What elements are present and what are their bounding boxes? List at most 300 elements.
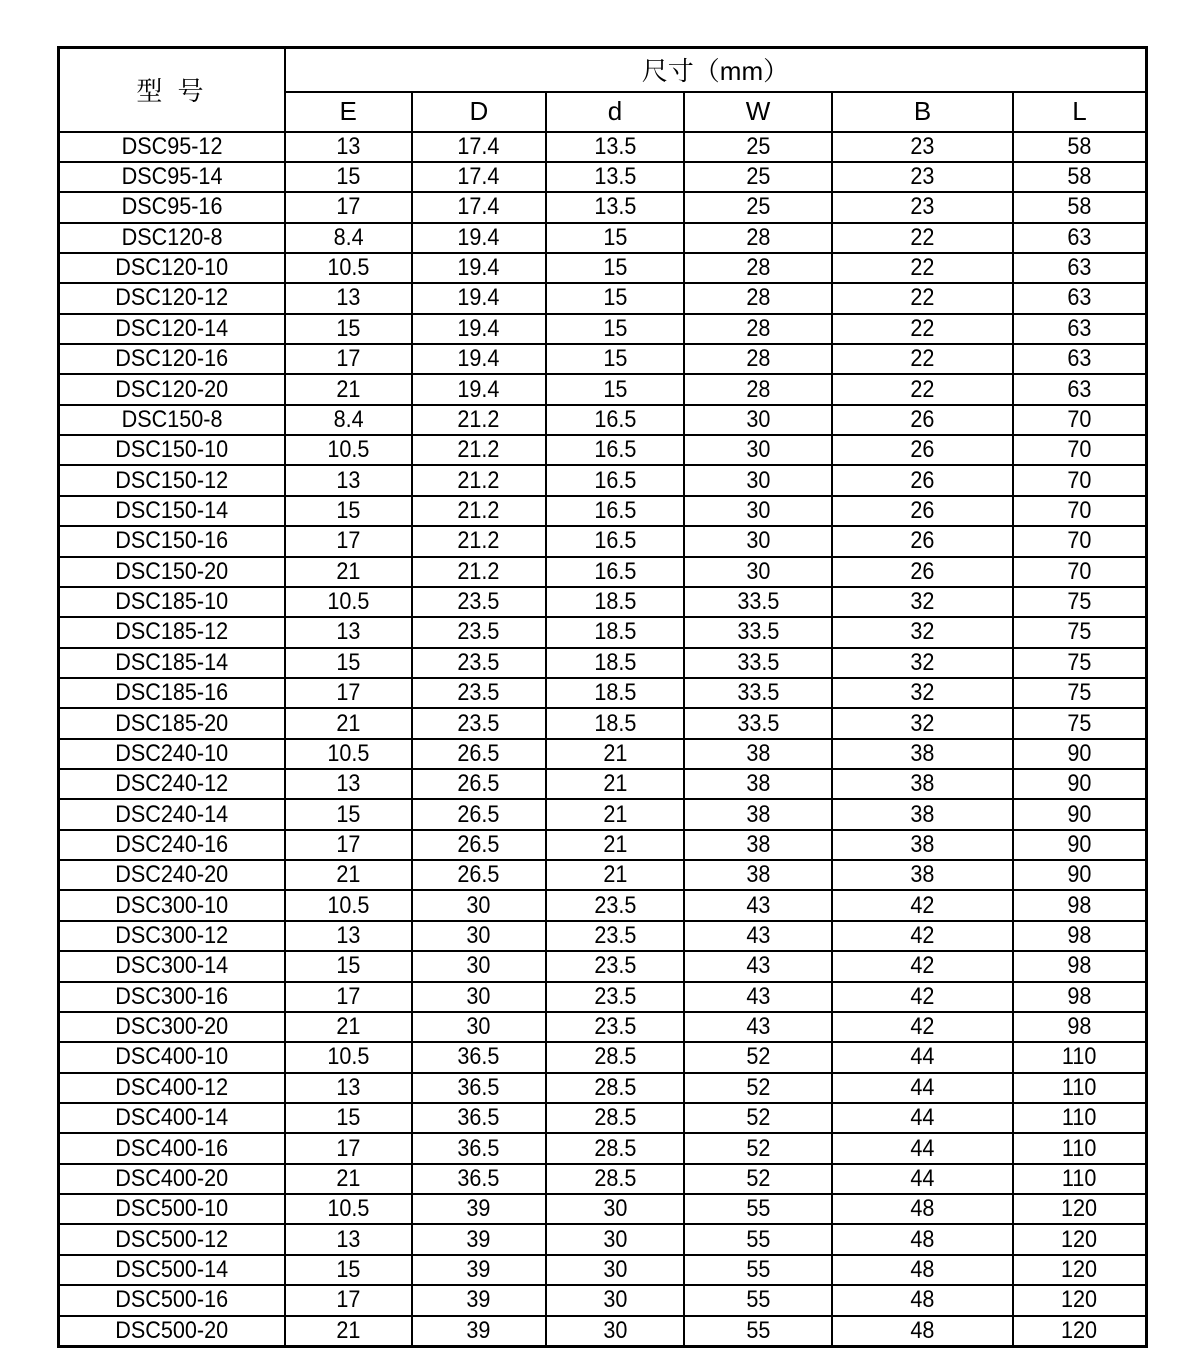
value-cell	[1013, 526, 1147, 556]
value-cell	[412, 708, 547, 738]
value-cell	[684, 1133, 833, 1163]
value-text: 21	[602, 861, 627, 889]
value-text: 39	[466, 1316, 491, 1344]
value-cell	[1013, 1285, 1147, 1315]
value-text: 55	[746, 1286, 771, 1314]
model-text: DSC300-14	[115, 952, 229, 980]
value-text: 30	[466, 952, 491, 980]
value-cell	[1013, 982, 1147, 1012]
value-cell	[412, 1103, 547, 1133]
value-cell	[684, 435, 833, 465]
value-text: 15	[336, 1255, 361, 1283]
table-row	[59, 1224, 1147, 1254]
value-cell	[1013, 465, 1147, 495]
value-text: 44	[910, 1043, 935, 1071]
table-row	[59, 1073, 1147, 1103]
value-text: 63	[1067, 314, 1092, 342]
value-text: 26	[910, 557, 935, 585]
value-text: 26	[910, 436, 935, 464]
value-cell	[684, 283, 833, 313]
value-cell	[285, 648, 412, 678]
value-text: 19.4	[457, 284, 500, 312]
value-cell	[832, 496, 1012, 526]
value-text: 17.4	[457, 132, 500, 160]
model-text: DSC400-10	[115, 1043, 229, 1071]
table-row	[59, 465, 1147, 495]
value-text: 10.5	[327, 891, 370, 919]
value-text: 10.5	[327, 739, 370, 767]
model-text: DSC120-16	[115, 345, 229, 373]
value-cell	[684, 860, 833, 890]
value-cell	[412, 1255, 547, 1285]
value-cell	[832, 253, 1012, 283]
model-cell	[59, 921, 285, 951]
value-cell	[412, 860, 547, 890]
value-cell	[1013, 344, 1147, 374]
value-text: 36.5	[457, 1104, 500, 1132]
value-text: 28	[746, 284, 771, 312]
table-row	[59, 769, 1147, 799]
value-cell	[285, 132, 412, 162]
value-cell	[1013, 1224, 1147, 1254]
value-cell	[1013, 1194, 1147, 1224]
value-cell	[412, 890, 547, 920]
value-cell	[285, 1073, 412, 1103]
value-text: 33.5	[737, 618, 780, 646]
value-cell	[1013, 921, 1147, 951]
value-text: 33.5	[737, 588, 780, 616]
value-text: 75	[1067, 679, 1092, 707]
value-text: 30	[602, 1255, 627, 1283]
value-cell	[1013, 951, 1147, 981]
model-text: DSC240-10	[115, 739, 229, 767]
value-cell	[684, 374, 833, 404]
value-text: 42	[910, 952, 935, 980]
value-cell	[832, 648, 1012, 678]
value-text: 19.4	[457, 223, 500, 251]
value-cell	[832, 951, 1012, 981]
model-text: DSC120-12	[115, 284, 229, 312]
model-cell	[59, 192, 285, 222]
value-text: 28	[746, 254, 771, 282]
value-cell	[832, 921, 1012, 951]
value-cell	[546, 314, 684, 344]
value-text: 22	[910, 284, 935, 312]
value-cell	[285, 374, 412, 404]
table-row	[59, 557, 1147, 587]
value-text: 98	[1067, 982, 1092, 1010]
table-row	[59, 162, 1147, 192]
value-cell	[1013, 860, 1147, 890]
model-text: DSC150-16	[115, 527, 229, 555]
value-cell	[285, 587, 412, 617]
value-cell	[546, 951, 684, 981]
value-text: 18.5	[593, 709, 636, 737]
value-cell	[546, 405, 684, 435]
value-cell	[1013, 708, 1147, 738]
value-text: 22	[910, 223, 935, 251]
value-text: 26.5	[457, 800, 500, 828]
value-cell	[832, 374, 1012, 404]
model-text: DSC400-12	[115, 1073, 229, 1101]
value-cell	[684, 1164, 833, 1194]
model-cell	[59, 1012, 285, 1042]
value-cell	[546, 890, 684, 920]
value-cell	[285, 465, 412, 495]
value-cell	[1013, 587, 1147, 617]
value-text: 38	[746, 770, 771, 798]
value-text: 90	[1067, 770, 1092, 798]
value-cell	[412, 648, 547, 678]
table-row	[59, 132, 1147, 162]
value-cell	[546, 526, 684, 556]
value-cell	[546, 1224, 684, 1254]
value-text: 58	[1067, 163, 1092, 191]
table-row	[59, 405, 1147, 435]
value-text: 15	[336, 648, 361, 676]
value-cell	[1013, 253, 1147, 283]
model-text: DSC300-12	[115, 922, 229, 950]
value-text: 28	[746, 223, 771, 251]
value-text: 13	[336, 284, 361, 312]
value-cell	[412, 557, 547, 587]
model-text: DSC500-20	[115, 1316, 229, 1344]
value-cell	[285, 435, 412, 465]
table-row	[59, 739, 1147, 769]
value-text: 23.5	[457, 588, 500, 616]
value-cell	[546, 1042, 684, 1072]
value-cell	[684, 1224, 833, 1254]
value-cell	[832, 617, 1012, 647]
model-cell	[59, 799, 285, 829]
model-cell	[59, 1164, 285, 1194]
model-text: DSC240-20	[115, 861, 229, 889]
value-cell	[1013, 1103, 1147, 1133]
value-text: 52	[746, 1164, 771, 1192]
value-text: 30	[602, 1225, 627, 1253]
table-row	[59, 951, 1147, 981]
value-text: 23.5	[457, 709, 500, 737]
value-text: 15	[336, 952, 361, 980]
value-cell	[832, 405, 1012, 435]
value-text: 38	[746, 739, 771, 767]
value-cell	[285, 1012, 412, 1042]
value-cell	[285, 223, 412, 253]
model-cell	[59, 982, 285, 1012]
table-row	[59, 314, 1147, 344]
value-cell	[546, 830, 684, 860]
model-text: DSC185-14	[115, 648, 229, 676]
value-text: 16.5	[593, 466, 636, 494]
value-text: 15	[602, 314, 627, 342]
value-cell	[285, 1133, 412, 1163]
value-text: 10.5	[327, 254, 370, 282]
value-cell	[412, 405, 547, 435]
value-cell	[546, 1133, 684, 1163]
value-text: 28	[746, 314, 771, 342]
value-cell	[285, 678, 412, 708]
value-text: 21	[336, 375, 361, 403]
value-text: 10.5	[327, 1043, 370, 1071]
model-cell	[59, 283, 285, 313]
model-text: DSC300-16	[115, 982, 229, 1010]
value-text: 21	[336, 557, 361, 585]
value-text: 30	[746, 466, 771, 494]
value-cell	[684, 132, 833, 162]
value-cell	[412, 496, 547, 526]
value-cell	[832, 708, 1012, 738]
value-text: 26.5	[457, 739, 500, 767]
model-cell	[59, 1133, 285, 1163]
value-cell	[684, 951, 833, 981]
value-text: 21	[602, 830, 627, 858]
model-cell	[59, 1224, 285, 1254]
value-cell	[285, 921, 412, 951]
value-text: 23.5	[457, 679, 500, 707]
value-text: 32	[910, 709, 935, 737]
value-cell	[684, 557, 833, 587]
value-cell	[1013, 192, 1147, 222]
value-cell	[832, 1194, 1012, 1224]
value-text: 58	[1067, 132, 1092, 160]
value-cell	[412, 1164, 547, 1194]
value-text: 21	[336, 1013, 361, 1041]
model-text: DSC150-12	[115, 466, 229, 494]
value-cell	[684, 587, 833, 617]
value-text: 10.5	[327, 588, 370, 616]
value-text: 98	[1067, 1013, 1092, 1041]
value-text: 75	[1067, 709, 1092, 737]
value-cell	[285, 1164, 412, 1194]
value-cell	[684, 526, 833, 556]
value-text: 13.5	[593, 163, 636, 191]
model-text: DSC120-14	[115, 314, 229, 342]
value-text: 21	[602, 770, 627, 798]
value-cell	[285, 1255, 412, 1285]
model-text: DSC500-10	[115, 1195, 229, 1223]
value-text: 48	[910, 1195, 935, 1223]
value-cell	[832, 769, 1012, 799]
value-text: 16.5	[593, 436, 636, 464]
value-cell	[684, 1103, 833, 1133]
model-cell	[59, 739, 285, 769]
value-cell	[1013, 1042, 1147, 1072]
value-text: 58	[1067, 193, 1092, 221]
value-text: 43	[746, 922, 771, 950]
model-text: DSC120-20	[115, 375, 229, 403]
value-cell	[684, 1316, 833, 1347]
value-text: 39	[466, 1286, 491, 1314]
value-text: 36.5	[457, 1073, 500, 1101]
value-text: 42	[910, 891, 935, 919]
value-cell	[832, 678, 1012, 708]
value-cell	[546, 253, 684, 283]
value-cell	[1013, 648, 1147, 678]
value-text: 21.2	[457, 557, 500, 585]
value-cell	[546, 921, 684, 951]
value-text: 19.4	[457, 314, 500, 342]
value-text: 39	[466, 1225, 491, 1253]
value-text: 18.5	[593, 648, 636, 676]
value-text: 30	[466, 982, 491, 1010]
value-text: 23	[910, 193, 935, 221]
table-row	[59, 1194, 1147, 1224]
model-text: DSC150-10	[115, 436, 229, 464]
value-cell	[684, 1042, 833, 1072]
value-text: 21.2	[457, 527, 500, 555]
value-text: 38	[746, 861, 771, 889]
value-cell	[546, 708, 684, 738]
model-text: DSC400-14	[115, 1104, 229, 1132]
value-cell	[285, 1285, 412, 1315]
value-cell	[412, 314, 547, 344]
table-row	[59, 708, 1147, 738]
value-text: 32	[910, 588, 935, 616]
value-cell	[684, 890, 833, 920]
table-row	[59, 223, 1147, 253]
value-text: 30	[746, 557, 771, 585]
value-cell	[684, 314, 833, 344]
value-text: 48	[910, 1225, 935, 1253]
model-text: DSC95-14	[121, 163, 223, 191]
value-cell	[1013, 1316, 1147, 1347]
value-cell	[546, 1194, 684, 1224]
table-row	[59, 799, 1147, 829]
value-text: 17	[336, 527, 361, 555]
model-cell	[59, 344, 285, 374]
value-cell	[684, 1073, 833, 1103]
value-text: 120	[1061, 1225, 1098, 1253]
value-cell	[412, 465, 547, 495]
value-text: 52	[746, 1073, 771, 1101]
table-row	[59, 921, 1147, 951]
value-cell	[285, 1224, 412, 1254]
value-text: 17	[336, 679, 361, 707]
model-text: DSC500-14	[115, 1255, 229, 1283]
value-text: 48	[910, 1255, 935, 1283]
value-text: 19.4	[457, 375, 500, 403]
value-cell	[832, 465, 1012, 495]
value-text: 15	[602, 284, 627, 312]
value-cell	[684, 617, 833, 647]
model-column-header: 型 号	[59, 48, 285, 132]
value-cell	[412, 1042, 547, 1072]
value-text: 70	[1067, 557, 1092, 585]
value-cell	[832, 890, 1012, 920]
value-text: 30	[602, 1286, 627, 1314]
value-text: 38	[910, 800, 935, 828]
model-cell	[59, 557, 285, 587]
value-text: 63	[1067, 375, 1092, 403]
value-cell	[684, 678, 833, 708]
value-text: 15	[602, 345, 627, 373]
value-text: 70	[1067, 527, 1092, 555]
value-text: 23	[910, 132, 935, 160]
value-cell	[546, 1012, 684, 1042]
model-cell	[59, 435, 285, 465]
value-text: 17	[336, 1134, 361, 1162]
value-text: 13	[336, 1073, 361, 1101]
value-text: 36.5	[457, 1134, 500, 1162]
model-cell	[59, 314, 285, 344]
value-text: 33.5	[737, 709, 780, 737]
value-cell	[285, 344, 412, 374]
value-text: 19.4	[457, 345, 500, 373]
value-cell	[546, 617, 684, 647]
value-text: 26	[910, 466, 935, 494]
value-cell	[412, 223, 547, 253]
value-text: 44	[910, 1073, 935, 1101]
value-cell	[546, 1103, 684, 1133]
value-text: 21	[336, 709, 361, 737]
value-cell	[1013, 830, 1147, 860]
value-text: 30	[746, 405, 771, 433]
value-text: 75	[1067, 618, 1092, 646]
value-text: 28.5	[593, 1104, 636, 1132]
value-cell	[546, 223, 684, 253]
value-cell	[832, 1133, 1012, 1163]
value-cell	[684, 1255, 833, 1285]
value-text: 21.2	[457, 496, 500, 524]
value-cell	[1013, 283, 1147, 313]
value-cell	[1013, 678, 1147, 708]
value-text: 26.5	[457, 830, 500, 858]
value-cell	[684, 708, 833, 738]
model-cell	[59, 1194, 285, 1224]
value-cell	[684, 739, 833, 769]
value-text: 63	[1067, 254, 1092, 282]
model-cell	[59, 860, 285, 890]
value-text: 30	[466, 891, 491, 919]
column-header-W: W	[684, 92, 833, 132]
value-cell	[546, 739, 684, 769]
value-text: 15	[336, 314, 361, 342]
model-text: DSC300-20	[115, 1013, 229, 1041]
value-text: 32	[910, 648, 935, 676]
value-text: 30	[602, 1195, 627, 1223]
value-cell	[546, 799, 684, 829]
value-text: 30	[746, 527, 771, 555]
model-text: DSC240-16	[115, 830, 229, 858]
value-text: 21	[336, 1316, 361, 1344]
value-text: 15	[336, 163, 361, 191]
value-text: 22	[910, 254, 935, 282]
value-cell	[285, 192, 412, 222]
value-cell	[546, 283, 684, 313]
value-cell	[1013, 799, 1147, 829]
value-text: 23.5	[593, 891, 636, 919]
value-text: 110	[1062, 1043, 1097, 1071]
value-text: 28.5	[593, 1043, 636, 1071]
value-text: 98	[1067, 922, 1092, 950]
model-text: DSC185-16	[115, 679, 229, 707]
value-cell	[546, 1255, 684, 1285]
value-cell	[412, 678, 547, 708]
value-text: 33.5	[737, 679, 780, 707]
value-cell	[832, 435, 1012, 465]
value-cell	[412, 1194, 547, 1224]
value-text: 63	[1067, 223, 1092, 251]
value-cell	[412, 587, 547, 617]
value-cell	[832, 1224, 1012, 1254]
model-text: DSC95-16	[121, 193, 223, 221]
value-text: 23.5	[457, 618, 500, 646]
value-cell	[412, 951, 547, 981]
value-text: 44	[910, 1104, 935, 1132]
value-text: 52	[746, 1043, 771, 1071]
value-text: 13	[336, 922, 361, 950]
table-row	[59, 1133, 1147, 1163]
